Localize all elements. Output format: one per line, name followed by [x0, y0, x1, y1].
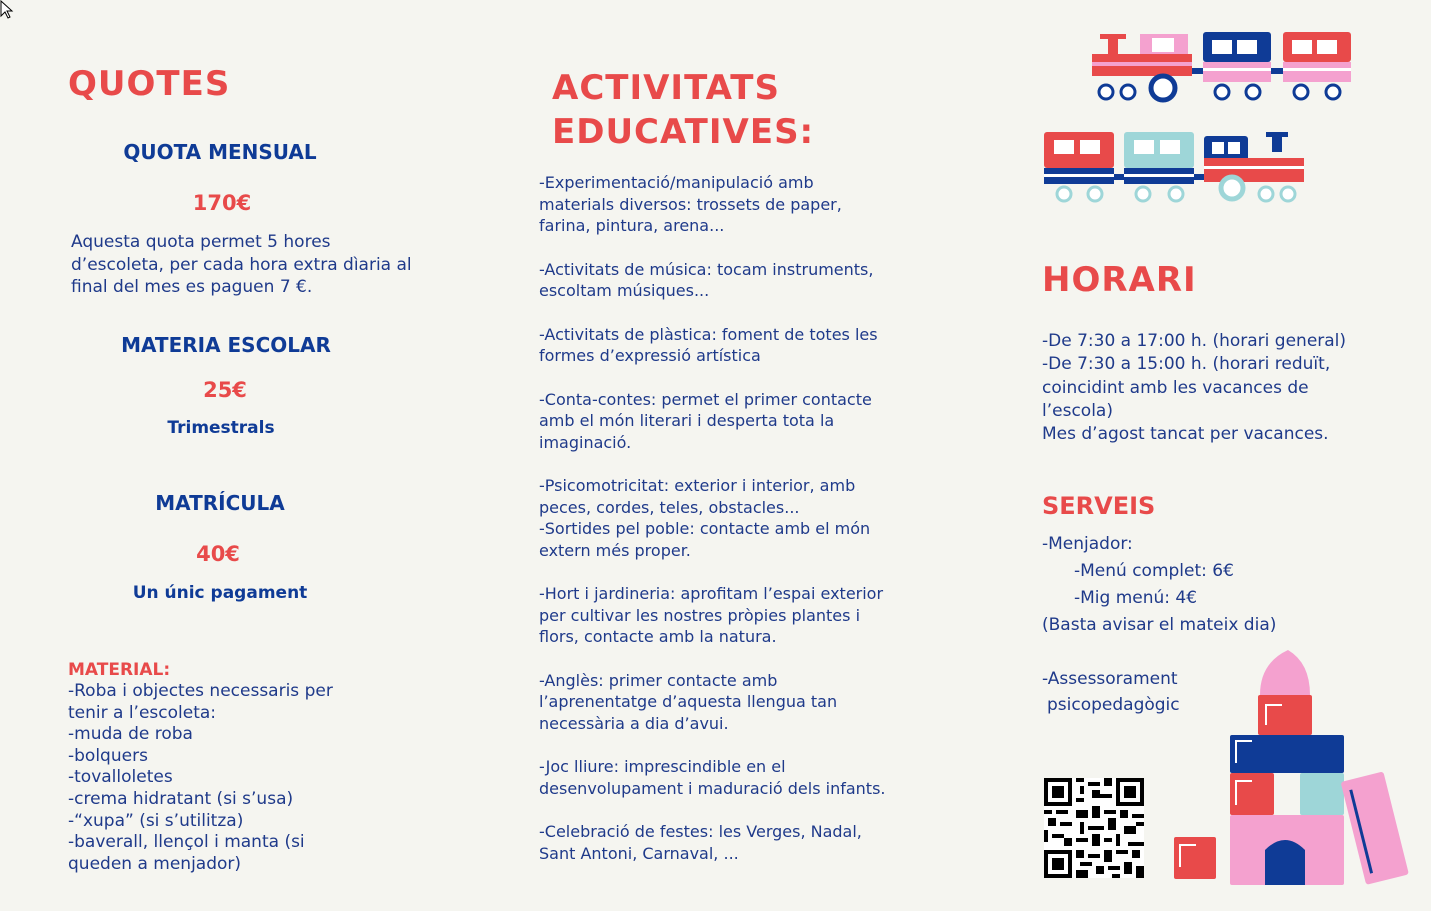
services-line-full-menu: -Menú complet: 6€ [1074, 561, 1234, 581]
material-list-item: -bolquers [68, 745, 148, 766]
material-list-item: -tovalloletes [68, 767, 173, 788]
monthly-fee-price: 170€ [192, 191, 252, 215]
material-fee-heading: MATERIA ESCOLAR [121, 333, 331, 357]
material-list-item: queden a menjador) [68, 853, 242, 874]
material-list [68, 681, 388, 875]
material-heading: MATERIAL: [68, 660, 171, 680]
material-list-item: -crema hidratant (si s’usa) [68, 788, 294, 809]
services-line-notice: (Basta avisar el mateix dia) [1042, 615, 1277, 635]
schedule-title: HORARI [1042, 260, 1197, 300]
toy-train-illustration [1040, 28, 1360, 208]
toy-blocks-illustration [1170, 645, 1415, 890]
schedule-line: -De 7:30 a 17:00 h. (horari general) [1042, 331, 1347, 351]
activity-item: -Hort i jardineria: aprofitam l’espai exterior per cultivar les nostres pròpies plantes i flors, contacte amb la natura. [539, 584, 884, 646]
activity-item: -Conta-contes: permet el primer contacte amb el món literari i desperta tota la imaginació. [539, 389, 872, 452]
activities-title-line2: EDUCATIVES: [552, 112, 815, 152]
schedule-line: -De 7:30 a 15:00 h. (horari reduït, coincidint amb les vacances de l’escola) [1042, 354, 1331, 421]
monthly-fee-description: Aquesta quota permet 5 hores d’escoleta, per cada hora extra dìaria al final del mes es paguen 7 €. [71, 232, 412, 297]
services-line-psycho: psicopedagògic [1047, 695, 1180, 715]
material-list-item: -Roba i objectes necessaris per [68, 681, 333, 701]
quotes-title: QUOTES [68, 64, 231, 104]
activity-item: -Anglès: primer contacte amb l’aprenentatge d’aquesta llengua tan necessària a dia d’avui. [539, 670, 838, 733]
activity-item: -Celebració de festes: les Verges, Nadal, Sant Antoni, Carnaval, ... [539, 822, 862, 863]
activities-title [552, 66, 814, 154]
monthly-fee-heading: QUOTA MENSUAL [123, 140, 317, 164]
schedule-line: Mes d’agost tancat per vacances. [1042, 424, 1329, 445]
enrollment-heading: MATRÍCULA [155, 491, 285, 515]
services-title: SERVEIS [1042, 492, 1156, 520]
services-line-half-menu: -Mig menú: 4€ [1074, 588, 1198, 608]
services-line-canteen: -Menjador: [1042, 534, 1133, 554]
enrollment-price: 40€ [196, 542, 240, 566]
services-line-advice: -Assessorament [1042, 669, 1178, 689]
train-bottom-row [1044, 132, 1304, 201]
material-list-item: -muda de roba [68, 724, 193, 745]
enrollment-note: Un únic pagament [132, 583, 308, 603]
schedule-list [1042, 330, 1382, 446]
activity-item: -Activitats de plàstica: foment de totes les formes d’expressió artística [539, 324, 878, 365]
activities-list [539, 172, 889, 886]
activities-title-line1: ACTIVITATS [552, 68, 780, 108]
mouse-cursor-icon [0, 0, 14, 20]
material-list-item: tenir a l’escoleta: [68, 702, 217, 723]
activity-item: -Joc lliure: imprescindible en el desenvolupament i maduració dels infants. [539, 757, 886, 798]
activity-item: -Experimentació/manipulació amb materials diversos: trossets de paper, farina, pintura, arena... [539, 173, 842, 235]
activity-item: -Activitats de música: tocam instruments, escoltam músiques... [539, 259, 874, 300]
qr-code-image[interactable] [1044, 778, 1144, 878]
material-section [68, 660, 388, 875]
material-list-item: -“xupa” (si s’utilitza) [68, 810, 244, 831]
material-fee-price: 25€ [203, 378, 247, 402]
activity-item: -Psicomotricitat: exterior i interior, amb peces, cordes, teles, obstacles... -Sortides pel poble: contacte amb el món extern més proper. [539, 476, 871, 560]
material-list-item: -baverall, llençol i manta (si [68, 832, 305, 853]
train-top-row [1092, 32, 1351, 100]
material-fee-note: Trimestrals [167, 418, 275, 438]
